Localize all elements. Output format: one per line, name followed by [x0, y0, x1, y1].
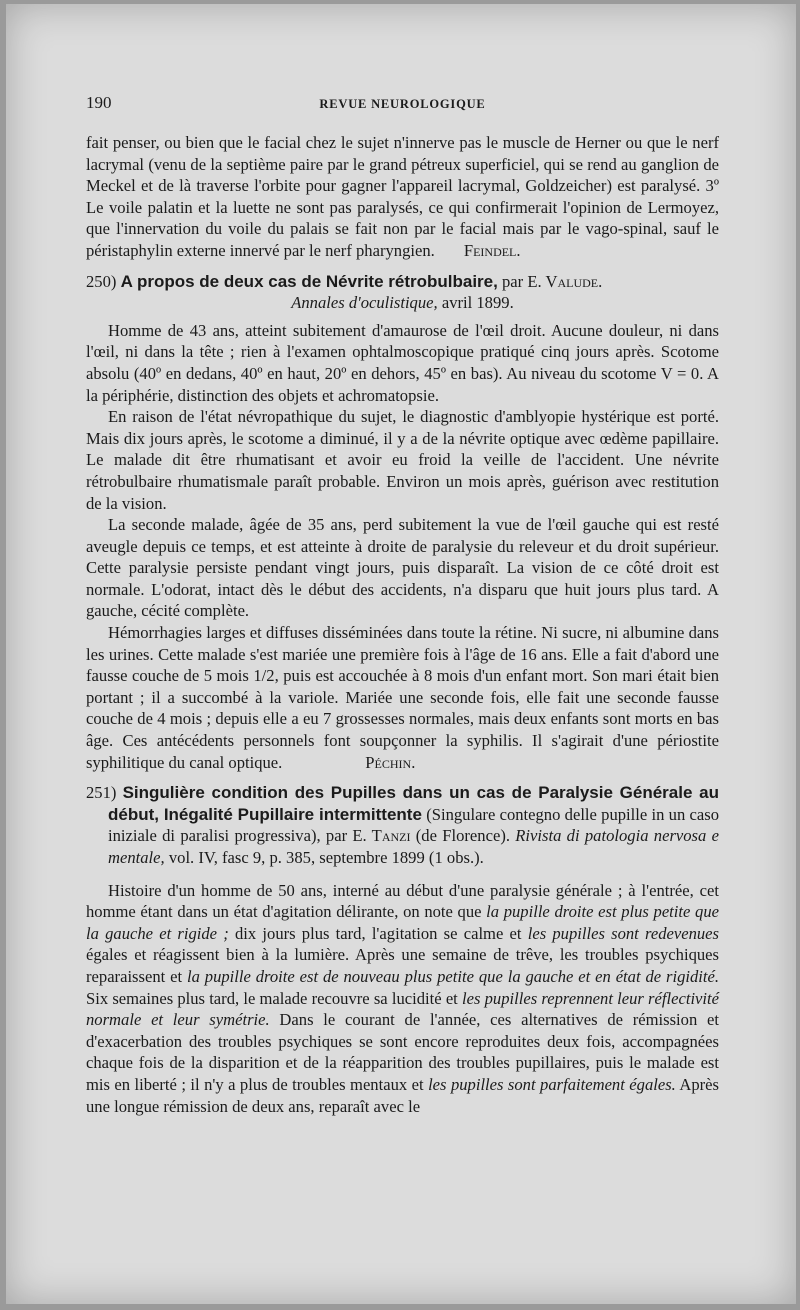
continuation-paragraph — [86, 132, 719, 262]
entry-250-author: E. Valude. — [527, 271, 603, 291]
entry-250-by: par — [502, 271, 524, 291]
entry-251-text-2: dix jours plus tard, l'agitation se calme et — [235, 923, 522, 943]
entry-250-paragraph-4 — [86, 622, 719, 773]
entry-251-italic-2: les pupilles sont redevenues — [527, 923, 720, 943]
entry-250-number: 250) — [86, 271, 117, 291]
entry-251-place: (de Florence). — [415, 826, 510, 846]
entry-251-paragraph-1 — [86, 880, 719, 1118]
entry-251-text-5: Dans le courant de l'année, ces alternatives de rémission et d'exacerbation des troubles psychiques se sont encore reproduites deux fois, accompagnées chaque fois de la disparition et de la réapparition des troubles pupillaires, puis le malade est mis en liberté ; il n'y a plus de troubles mentaux et — [86, 1010, 719, 1094]
signature-pechin: Péchin. — [365, 752, 416, 772]
entry-251-number: 251) — [86, 783, 117, 803]
entry-251-italic-3: la pupille droite est de nouveau plus petite que la gauche et en état de rigidité. — [187, 966, 720, 986]
entry-251 — [86, 782, 719, 1117]
entry-251-journal: Rivista di patologia nervosa e mentale, — [108, 826, 719, 867]
entry-250-paragraph-4-text: Hémorrhagies larges et diffuses disséminées dans toute la rétine. Ni sucre, ni albumine dans les urines. Cette malade s'est mariée une première fois à l'âge de 16 ans. Elle a fait d'abord une fausse couche de 5 mois 1/2, puis est accouchée à 8 mois d'un enfant mort. Son mari était bien portant ; il a succombé à la variole. Mariée une seconde fois, elle fait une seconde fausse couche de 4 mois ; depuis elle a eu 7 grossesses normales, mais deux enfants sont morts en bas âge. Ces antécédents personnels font soupçonner la syphilis. Il s'agirait d'une périostite syphilitique du canal optique. — [86, 623, 719, 772]
entry-250-source — [86, 292, 719, 314]
entry-251-author: E. Tanzi — [352, 826, 411, 846]
page-header — [86, 92, 719, 132]
signature-feindel: Feindel. — [463, 240, 521, 260]
entry-250-paragraph-3: La seconde malade, âgée de 35 ans, perd subitement la vue de l'œil gauche qui est resté aveugle depuis ce temps, et est atteinte à droite de paralysie du releveur et du droit supérieur. Cette paralysie persiste pendant vingt jours, puis disparaît. La vision de ce côté droit est normale. L'odorat, intact dès le début des accidents, n'a disparu que huit jours plus tard. A gauche, cécité complète. — [86, 515, 719, 621]
entry-250-paragraph-2: En raison de l'état névropathique du sujet, le diagnostic d'amblyopie hystérique est porté. Mais dix jours après, le scotome a diminué, il y a de la névrite optique avec œdème papillaire. Le malade dit être rhumatisant et avoir eu froid la veille de l'accident. Une névrite rétrobulbaire rhumatismale paraît probable. Environ un mois après, guérison avec restitution de la vision. — [86, 407, 719, 513]
entry-251-italic-1: la pupille droite est plus petite que la gauche et rigide ; — [86, 902, 719, 943]
entry-251-text-1: Histoire d'un homme de 50 ans, interné au début d'une paralysie générale ; à l'entrée, cet homme étant dans un état d'agitation délirante, on note que — [86, 880, 719, 922]
entry-250-date: avril 1899. — [441, 293, 514, 313]
entry-250 — [86, 271, 719, 774]
page-number: 190 — [86, 93, 112, 112]
entry-250-heading — [86, 271, 719, 293]
entry-251-italic-5: les pupilles sont parfaitement égales. — [428, 1074, 676, 1094]
entry-250-title: A propos de deux cas de Névrite rétrobulbaire, — [120, 271, 498, 291]
document-page — [6, 4, 796, 1304]
entry-251-heading — [86, 782, 719, 868]
entry-251-title: Singulière condition des Pupilles dans un cas de Paralysie Générale au début, Inégalité Pupillaire intermittente — [108, 783, 719, 824]
entry-251-text-3: égales et réagissent bien à la lumière. Après une semaine de trêve, les troubles psychiques reparaissent et — [86, 945, 719, 986]
page-content — [86, 92, 719, 1117]
entry-250-paragraph-1: Homme de 43 ans, atteint subitement d'amaurose de l'œil droit. Aucune douleur, ni dans l'œil, ni dans la tête ; rien à l'examen ophtalmoscopique pratiqué cinq jours après. Scotome absolu (40º en dedans, 40º en haut, 20º en dehors, 45º en bas). Au niveau du scotome V = 0. A la périphérie, distinction des objets et achromatopsie. — [86, 320, 719, 405]
entry-251-text-4: Six semaines plus tard, le malade recouvre sa lucidité et — [86, 988, 458, 1008]
entry-251-ref: vol. IV, fasc 9, p. 385, septembre 1899 (1 obs.). — [168, 848, 484, 867]
entry-251-italic-4: les pupilles reprennent leur réflectivité normale et leur symétrie. — [86, 988, 720, 1030]
entry-250-journal: Annales d'oculistique, — [291, 293, 438, 313]
continuation-text: fait penser, ou bien que le facial chez le sujet n'innerve pas le muscle de Herner ou que le nerf lacrymal (venu de la septième paire par le grand pétreux superficiel, qui se rend au ganglion de Meckel et de là traverse l'orbite pour gagner l'appareil lacrymal, Goldzeicher) est paralysé. 3º Le voile palatin et la luette ne sont pas paralysés, ce qui confirmerait l'opinion de Lermoyez, que l'innervation du voile du palais se fait non par le facial mais par le vago-spinal, sauf le péristaphylin externe innervé par le nerf pharyngien. — [86, 133, 719, 260]
entry-251-subtitle: (Singulare contegno delle pupille in un caso iniziale di paralisi progressiva), par — [108, 804, 719, 846]
entry-251-text-6: Après une longue rémission de deux ans, reparaît avec le — [86, 1074, 719, 1116]
running-title: REVUE NEUROLOGIQUE — [319, 97, 486, 111]
